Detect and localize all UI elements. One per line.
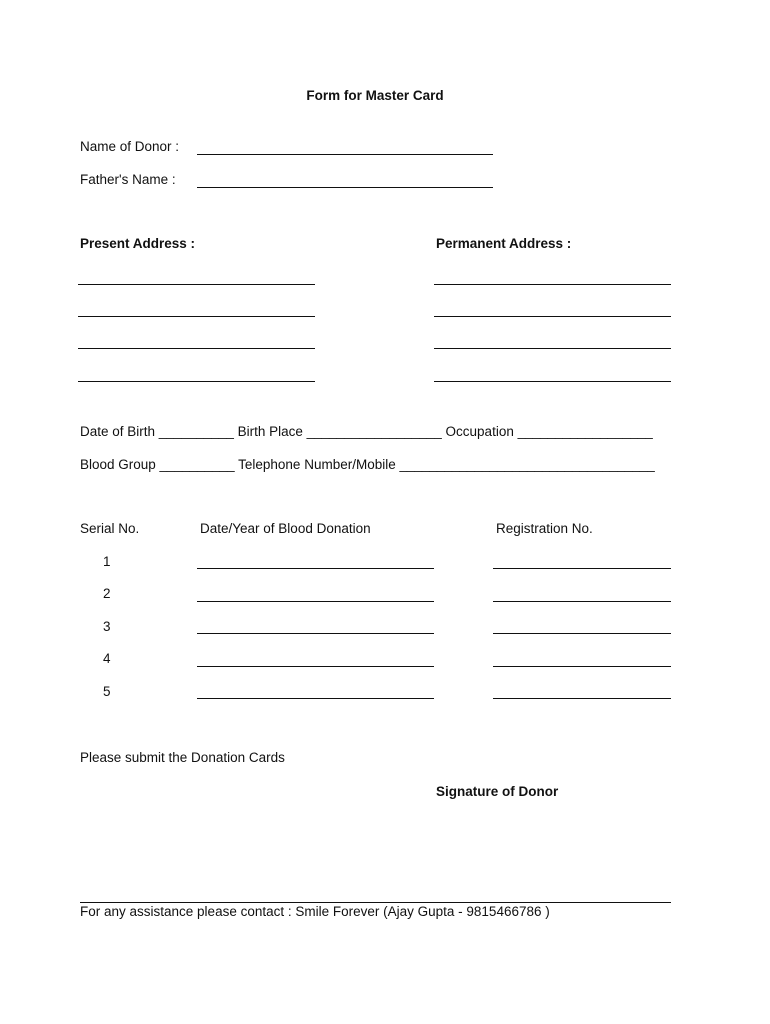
registration-no-field-5[interactable] [493,698,671,699]
present-address-line-1[interactable] [78,284,315,285]
permanent-address-label: Permanent Address : [436,236,572,251]
registration-no-field-1[interactable] [493,568,671,569]
fathers-name-label: Father's Name : [80,172,176,187]
serial-number: 2 [103,586,111,601]
serial-number: 3 [103,619,111,634]
serial-number: 5 [103,684,111,699]
registration-no-field-4[interactable] [493,666,671,667]
serial-no-header: Serial No. [80,521,140,536]
present-address-line-4[interactable] [78,381,315,382]
present-address-line-2[interactable] [78,316,315,317]
footer-divider [80,902,671,903]
donation-date-field-3[interactable] [197,633,434,634]
name-of-donor-label: Name of Donor : [80,139,180,154]
donation-date-field-2[interactable] [197,601,434,602]
donation-date-field-5[interactable] [197,698,434,699]
permanent-address-line-2[interactable] [434,316,671,317]
donation-date-header: Date/Year of Blood Donation [200,521,371,536]
dob-birthplace-occupation-row: Date of Birth __________ Birth Place __________________ Occupation __________________ [80,424,653,439]
donation-date-field-4[interactable] [197,666,434,667]
present-address-label: Present Address : [80,236,196,251]
present-address-line-3[interactable] [78,348,315,349]
serial-number: 1 [103,554,111,569]
fathers-name-field[interactable] [197,187,493,188]
signature-of-donor-label: Signature of Donor [436,784,559,799]
name-of-donor-field[interactable] [197,154,493,155]
blood-group-telephone-row: Blood Group __________ Telephone Number/Mobile __________________________________ [80,457,655,472]
submit-donation-cards-note: Please submit the Donation Cards [80,750,285,765]
registration-no-field-3[interactable] [493,633,671,634]
registration-no-header: Registration No. [496,521,593,536]
registration-no-field-2[interactable] [493,601,671,602]
permanent-address-line-3[interactable] [434,348,671,349]
permanent-address-line-4[interactable] [434,381,671,382]
footer-contact-text: For any assistance please contact : Smile Forever (Ajay Gupta - 9815466786 ) [80,904,550,919]
donation-date-field-1[interactable] [197,568,434,569]
serial-number: 4 [103,651,111,666]
permanent-address-line-1[interactable] [434,284,671,285]
form-title: Form for Master Card [306,88,444,103]
